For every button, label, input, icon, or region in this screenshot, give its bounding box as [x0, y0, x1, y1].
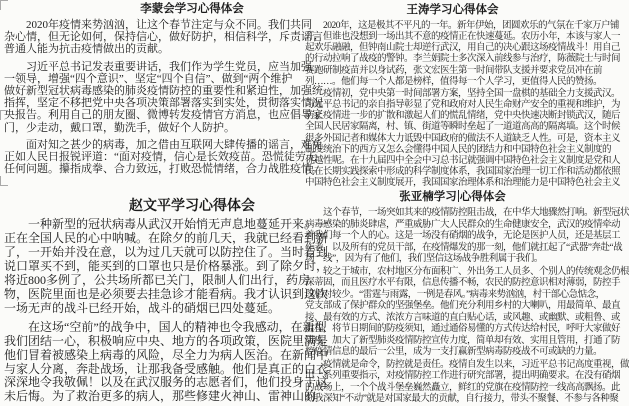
text-line: 任何问题。攥指成拳、合力致远，打败恐慌情绪，合力战胜疫情。 — [4, 163, 323, 176]
title-text-after-caret: 心得体会 — [459, 191, 506, 203]
page-corner-mark-lower — [0, 176, 8, 186]
text-line: 一场无声的战斗已经开始，战斗的硝烟已四处蔓延。 — [4, 300, 281, 315]
text-line: 做好新型冠状病毒感染的肺炎疫情防控的重要性和紧迫性，加强统 — [4, 85, 323, 98]
text-line: 说口罩买不到，能买到的口罩也只是价格暴涨。到了除夕时， — [4, 259, 329, 274]
page-corner-mark-top — [0, 0, 8, 10]
text-line: 段相对较少。“雷霆与雨露，一例是春风。”病毒来势汹汹，村干部心急惦念， — [305, 289, 605, 300]
text-line: 我们团结一心，积极响应中央、地方的各项政策，医院里满是 — [4, 333, 329, 348]
text-line: 疫情初，党中央第一时间部署方案，坚持全国一盘棋的基础全力支援武汉。 — [305, 88, 621, 99]
text-line: 优越性呢。在十九届四中全会中习总书记就强调中国特色社会主义制度是党和人 — [305, 155, 621, 166]
text-line: 一领导，增强“四个意识”、坚定“四个自信”、做到“两个维护 — [4, 72, 293, 85]
text-line: 了，一开始并没在意，以为过几天就可以防控住了。当时看到 — [4, 245, 329, 260]
text-line: 列……。他们每一个人都是榜样，值得每一个人学习，更值得人民的赞扬。 — [305, 76, 603, 87]
right-page-column — [300, 0, 629, 404]
text-line: 2020年，这是极其不平凡的一年。新年伊始，团圆欢乐的气氛在千家万户铺 — [305, 21, 620, 31]
text-line: 这个春节，一场突如其来的疫情防控阻击战，在中华大地骤然打响。新型冠状 — [305, 208, 629, 218]
text-line: 未后悔。为了救治更多的病人，那些修建火神山、雷神山的 — [4, 389, 317, 404]
paragraph — [305, 88, 621, 189]
text-line: 普通人能为抗击疫情做出的贡献。 — [4, 43, 169, 56]
text-line: 民在长期实践探索中形成的科学制度体系，我国国家治理一切工作和活动都依照 — [305, 167, 621, 178]
text-line: 场一线”，因为有了他们，我们坚信这场战争胜利属于我们。 — [305, 254, 543, 264]
text-line: 较之于城市，农村地区分布面积广、外出务工人员多、个别人的传统观念仍根 — [305, 266, 629, 277]
text-line: 指挥，坚定不移把党中央各项决策部署落实到实处，贯彻落实情况 — [4, 97, 323, 110]
text-line: 接、最有效的方式、浓浓方言味道的直白贴心话，或风趣、或幽默、或粗鲁、或 — [305, 312, 621, 323]
text-line: 的行动拉响了战疫的警钟。李兰娟院士多次深入前线参与治疗，陈薇院士与时间 — [305, 54, 621, 65]
text-line: 作者，以及所有的党员干部，在疫情爆发的那一刻，他们就扛起了“武器”奔赴“战 — [305, 242, 623, 253]
essay-title-wangtao: 王涛学习心得体会 — [406, 4, 499, 16]
title-text-before-caret: 张亚楠学习 — [399, 191, 457, 203]
text-line: 着我们每一个人的心。这是一场没有硝烟的战争，无论是医护人员，还是基层工 — [305, 231, 621, 241]
paragraph — [305, 266, 629, 359]
text-line: 控疫情信息的最后一公里，成为一支打赢新型病毒防疫战不可或缺的力量。 — [305, 347, 603, 357]
text-line: 赛跑研制疫苗并以身试药，张文宏医生第一时间带队支援并要求党员冲在前 — [305, 65, 603, 76]
text-line: 开，但谁也没想到一场出其不意的疫情正在快速蔓延。农历小年，本该与家人一 — [305, 32, 621, 43]
text-line: 制度统治下的西方又怎么会懂得中国人民的团结力和中国特色社会主义制度的 — [305, 144, 612, 155]
essay-title-zhaowenping: 赵文平学习心得体会 — [129, 199, 255, 215]
text-line: 出一系列重要指示，对疫情防控工作进行研究部署，提出明确要求。在没有硝烟 — [305, 371, 621, 381]
essay-title-limenghui: 李蒙会学习心得体会 — [140, 3, 244, 15]
paragraph — [305, 21, 621, 88]
text-line: 的战场上，一个个战斗堡垒巍然矗立，鲜红的党旗在疫情防控一线高高飘扬。此 — [305, 382, 621, 393]
text-line: 疫情就是命令，防控就是责任。疫情自发生以来，习近平总书记高度重视，做 — [305, 359, 629, 370]
text-line: 习近平总书记的亲自指导彰显了党和政府对人民生命财产安全的重视和维护，为 — [305, 100, 621, 111]
text-line: 门，少走动，戴口罩，勤洗手，做好个人防护。 — [4, 121, 235, 134]
text-line: 他们冒着被感染上病毒的风险，尽全力为病人医治。在新闻中 — [4, 347, 329, 362]
text-line: 与家人分离，奔赴战场，让那我备受感触。他们是真正的白衣 — [4, 361, 329, 376]
text-line: 物，医院里面也是必须要去挂急诊才能看病。我才认识到这次 — [4, 286, 329, 301]
essay-title-zhangyanan — [305, 190, 600, 205]
text-line: 起欢乐融融，但钟南山院士却逆行武汉，用自己的决心跟这场疫情战斗！用自己 — [305, 43, 621, 54]
text-line: 病毒感染的肺炎肆虐，严重威胁广大人民群众的生命健康安全，武汉的疫情牵动 — [305, 219, 621, 230]
text-line: 党支部成了保护群众的坚强堡垒。他们充分利用乡村的大喇叭，用最简单、最直 — [305, 301, 621, 311]
text-line: 央报告。利用自己的朋友圈、微博转发疫情官方消息，也应倡导家 — [4, 109, 323, 122]
text-line: 面对知之甚少的病毒，加之借由互联网大肆传播的谣言，难免 — [4, 138, 323, 151]
text-line: 在这场“空前”的战争中，国人的精神也令我感动，在新型 — [4, 319, 327, 334]
text-cursor-caret — [458, 190, 459, 202]
text-line: 深深地令我敬佩！以及在武汉服务的志愿者们，他们投身于这 — [4, 375, 329, 390]
paragraph — [305, 359, 629, 406]
text-line: 深蒂固，而且医疗水平有限，信息传播不畅，农民的防控意识相对薄弱，防控手 — [305, 278, 621, 288]
text-line: 防止疫情进一步的扩散和激起人们的慌乱情绪，党中央快速决断封锁武汉，随后 — [305, 111, 621, 122]
text-line: 全国人民居家隔离，村、镇、街道等瞬时垒起了一道道高高的隔离墙。这个时候 — [305, 122, 621, 133]
paragraph — [305, 208, 629, 266]
text-line: 将近800多例了，公共场所都已关门，限制人们出行，药房 — [4, 273, 311, 288]
essay-section-wangtao — [305, 3, 621, 189]
text-line: 中国特色社会主义制度展开，我国国家治理体系和治理能力是中国特色社会主义 — [305, 178, 621, 189]
text-line: 习近平总书记发表重要讲话，我们作为学生党员，应当加强 — [4, 60, 312, 73]
essay-section-zhangyanan — [305, 190, 629, 406]
text-line: 一种新型的冠状病毒从武汉开始悄无声息地蔓延开来。一 — [4, 217, 329, 232]
text-line: 2020年疫情来势汹汹，让这个春节注定与众不同。我们共同 — [4, 19, 312, 31]
page-corner-mark-middle — [0, 110, 8, 120]
text-line: 刻我深知“不动”就是对国家最大的贡献，自行接力，带头不聚餐、不参与各种聚 — [305, 394, 619, 404]
essay-body-zhangyanan — [305, 208, 629, 406]
text-line: 防疫，加大了新型肺炎疫情防控宣传力度，简单却有效、实用且管用，打通了防 — [305, 335, 621, 346]
text-line: 很多外国记者和媒体大力诋毁中国政府的做法不人道缺乏人性。可是，资本主义 — [305, 133, 621, 144]
text-line: 正如人民日报锐评道：“面对疫情，信心是长效疫苗。恐慌徒劳无 — [4, 151, 317, 164]
text-line: 温和，将节日期间的防疫须知，通过通俗易懂的方式传达给村民，呼吁大家做好 — [305, 324, 621, 334]
text-line: 杂心情，但无论如何，保持信心，做好防护，相信科学，斥责谣言 — [4, 31, 323, 44]
essay-body-wangtao — [305, 21, 621, 189]
text-line: 正在全国人民的心中呐喊。在除夕的前几天，我就已经看到新 — [4, 231, 329, 246]
